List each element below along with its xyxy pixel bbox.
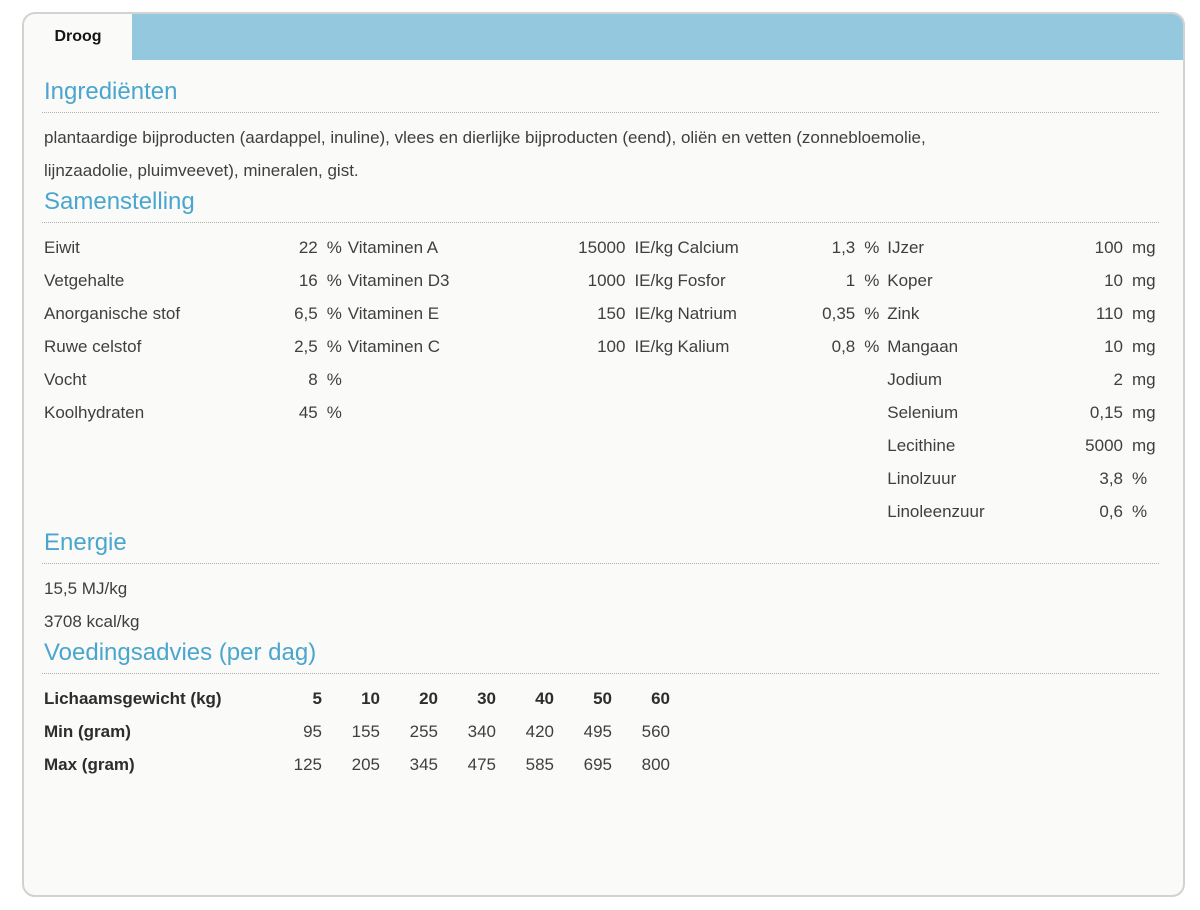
nutrient-label: Anorganische stof [44,303,181,323]
nutrient-label: Zink [887,303,920,323]
body-weight-value: 50 [593,688,612,708]
composition-row [887,462,1159,495]
nutrient-unit: IE/kg [634,303,674,323]
max-gram-value: 800 [641,754,670,774]
min-gram-value: 560 [641,721,670,741]
nutrient-label: Eiwit [44,237,80,257]
nutrient-value: 3,8 [1099,468,1123,488]
nutrient-unit: mg [1132,303,1156,323]
energy-value-line: 15,5 MJ/kg [44,579,128,598]
nutrient-label: Vetgehalte [44,270,125,290]
nutrient-label: Vitaminen A [347,237,439,257]
nutrient-unit: % [864,270,880,290]
nutrient-value: 22 [298,237,318,257]
nutrient-label: Ruwe celstof [44,336,142,356]
feeding-advice-table [44,682,1159,781]
nutrient-label: Fosfor [677,270,726,290]
composition-column-vitamins [348,231,678,363]
nutrient-unit: IE/kg [634,237,674,257]
feeding-min-label: Min (gram) [44,721,131,741]
energy-value-line: 3708 kcal/kg [44,612,140,631]
nutrient-value: 0,8 [831,336,856,356]
composition-row [677,264,887,297]
nutrient-unit: % [864,237,880,257]
nutrient-value: 2,5 [294,336,318,356]
nutrient-value: 45 [298,402,318,422]
nutrient-label: Natrium [677,303,737,323]
feeding-max-label: Max (gram) [44,754,135,774]
feeding-table-max-row [44,748,1159,781]
feeding-table-min-row [44,715,1159,748]
composition-row [677,330,887,363]
nutrient-value: 1 [845,270,856,290]
min-gram-value: 340 [467,721,496,741]
feeding-table-header-row [44,682,1159,715]
energy-values [44,572,1159,638]
nutrient-unit: % [326,237,342,257]
nutrient-unit: % [864,303,880,323]
nutrient-value: 6,5 [294,303,318,323]
nutrient-value: 100 [1094,237,1123,257]
nutrient-label: Mangaan [887,336,959,356]
composition-row [348,231,678,264]
nutrient-value: 15000 [578,237,626,257]
nutrient-value: 0,15 [1089,402,1123,422]
energy-title: Energie [42,528,1159,564]
max-gram-value: 205 [351,754,380,774]
product-info-panel [22,12,1185,897]
ingredients-text-line: plantaardige bijproducten (aardappel, inuline), vlees en dierlijke bijproducten (eend), oliën en vetten (zonnebloemolie, [44,128,926,147]
min-gram-value: 95 [303,721,322,741]
nutrient-label: Linolzuur [887,468,957,488]
composition-row [677,297,887,330]
min-gram-value: 420 [525,721,554,741]
nutrient-value: 5000 [1085,435,1123,455]
composition-grid [44,231,1159,528]
feeding-advice-title: Voedingsadvies (per dag) [42,638,1159,674]
min-gram-value: 155 [351,721,380,741]
composition-row [44,264,348,297]
nutrient-value: 10 [1104,270,1123,290]
tab-bar [24,14,1183,60]
body-weight-value: 20 [419,688,438,708]
composition-row [677,231,887,264]
nutrient-label: Calcium [677,237,739,257]
max-gram-value: 475 [467,754,496,774]
composition-row [887,495,1159,528]
composition-row [348,264,678,297]
panel-content [24,60,1183,781]
nutrient-value: 2 [1113,369,1123,389]
nutrient-unit: % [326,336,342,356]
nutrient-label: Koolhydraten [44,402,145,422]
nutrient-value: 0,35 [822,303,856,323]
nutrient-value: 16 [298,270,318,290]
nutrient-unit: IE/kg [634,336,674,356]
body-weight-value: 60 [651,688,670,708]
nutrient-unit: % [864,336,880,356]
nutrient-label: Vitaminen C [347,336,441,356]
nutrient-label: Lecithine [887,435,956,455]
nutrient-unit: mg [1132,402,1156,422]
max-gram-value: 695 [583,754,612,774]
nutrient-value: 100 [597,336,626,356]
nutrient-unit: % [326,369,342,389]
composition-row [887,396,1159,429]
min-gram-value: 495 [583,721,612,741]
nutrient-value: 0,6 [1099,501,1123,521]
composition-row [44,330,348,363]
composition-row [887,297,1159,330]
nutrient-value: 1000 [587,270,626,290]
composition-row [887,429,1159,462]
feeding-header-label: Lichaamsgewicht (kg) [44,688,222,708]
nutrient-value: 150 [597,303,626,323]
nutrient-label: IJzer [887,237,925,257]
nutrient-label: Kalium [677,336,730,356]
nutrient-label: Koper [887,270,933,290]
nutrient-unit: mg [1132,336,1156,356]
composition-row [887,363,1159,396]
nutrient-unit: mg [1132,270,1156,290]
body-weight-value: 30 [477,688,496,708]
composition-row [887,264,1159,297]
nutrient-unit: mg [1132,237,1156,257]
nutrient-unit: IE/kg [634,270,674,290]
composition-row [348,297,678,330]
nutrient-label: Vocht [44,369,87,389]
composition-title: Samenstelling [42,187,1159,223]
nutrient-unit: mg [1132,435,1156,455]
ingredients-text-line: lijnzaadolie, pluimveevet), mineralen, gist. [44,161,359,180]
nutrient-label: Vitaminen E [347,303,440,323]
nutrient-unit: % [326,270,342,290]
composition-row [44,297,348,330]
nutrient-label: Linoleenzuur [887,501,985,521]
composition-row [348,330,678,363]
body-weight-value: 40 [535,688,554,708]
nutrient-value: 10 [1104,336,1123,356]
composition-row [44,363,348,396]
nutrient-unit: % [326,303,342,323]
body-weight-value: 5 [312,688,322,708]
nutrient-value: 8 [308,369,318,389]
composition-row [44,396,348,429]
tab-bar-fill [132,14,1183,60]
nutrient-unit: % [1132,501,1148,521]
composition-column-analytics [44,231,348,429]
nutrient-label: Selenium [887,402,959,422]
nutrient-unit: % [326,402,342,422]
nutrient-unit: % [1132,468,1148,488]
max-gram-value: 585 [525,754,554,774]
composition-row [887,330,1159,363]
composition-column-minerals [677,231,887,363]
ingredients-title: Ingrediënten [42,77,1159,113]
max-gram-value: 345 [409,754,438,774]
body-weight-value: 10 [361,688,380,708]
composition-row [44,231,348,264]
composition-column-trace-elements [887,231,1159,528]
nutrient-label: Jodium [887,369,943,389]
tab-droog-label: Droog [54,28,102,45]
max-gram-value: 125 [293,754,322,774]
min-gram-value: 255 [409,721,438,741]
nutrient-label: Vitaminen D3 [347,270,450,290]
composition-row [887,231,1159,264]
ingredients-text [44,121,1159,187]
nutrient-value: 110 [1095,303,1123,323]
tab-droog[interactable] [24,14,132,60]
nutrient-unit: mg [1132,369,1156,389]
nutrient-value: 1,3 [831,237,856,257]
